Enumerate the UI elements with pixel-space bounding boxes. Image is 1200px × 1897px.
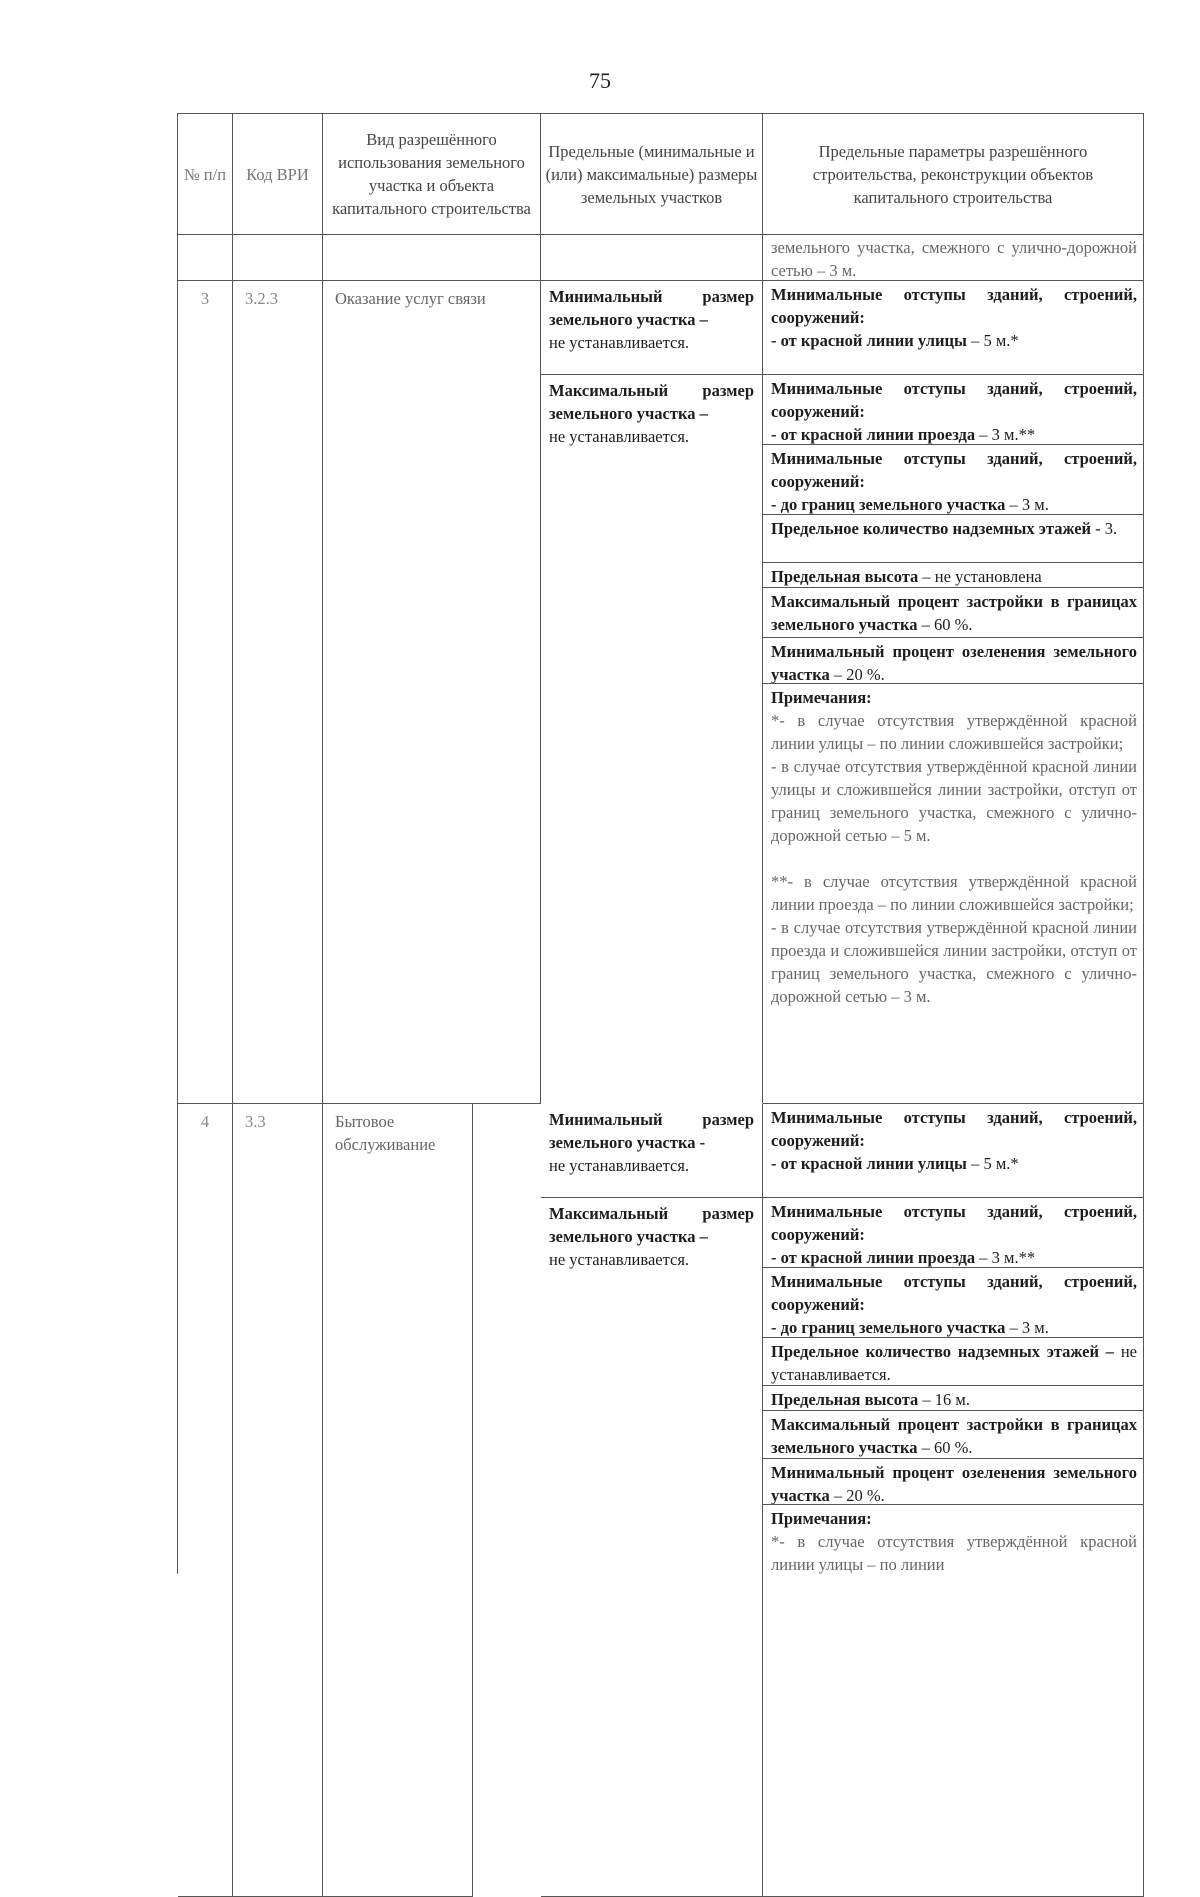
notes-title: Примечания: [771, 688, 872, 707]
param-value: – 16 м. [918, 1390, 970, 1409]
continuation-text: земельного участка, смежного с улично-дорожной сетью – 3 м. [763, 235, 1144, 281]
row-4-code: 3.3 [233, 1104, 323, 1897]
note-1: *- в случае отсутствия утверждённой красной линии улицы – по линии [771, 1532, 1137, 1574]
param-value: – 5 м.* [966, 1154, 1019, 1173]
param-label: Минимальный процент озеленения земельного участка [771, 642, 1137, 684]
row-3-param-height [763, 563, 1144, 588]
row-4-min-size-value: не устанавливается. [549, 1156, 690, 1175]
row-3-param-red-line-street [763, 281, 1144, 375]
param-value: – 5 м.* [966, 331, 1019, 350]
continuation-num [178, 235, 233, 281]
row-3-max-size-label: Максимальный размер земельного участка – [549, 381, 754, 423]
row-3-param-green-percent [763, 638, 1144, 684]
continuation-size [541, 235, 763, 281]
row-4-max-size [541, 1198, 763, 1897]
page-number: 75 [589, 68, 611, 93]
row-4-vri: Бытовое обслуживание [323, 1104, 473, 1897]
param-label: Предельное количество надземных этажей – [771, 1342, 1115, 1361]
row-3-notes [763, 684, 1144, 1104]
row-3-max-size [541, 375, 763, 1104]
row-4-param-red-line-street [763, 1104, 1144, 1198]
row-3-param-red-line-drive [763, 375, 1144, 445]
param-value: – 60 %. [917, 1438, 973, 1457]
param-label: Минимальные отступы зданий, строений, сооружений: [771, 1202, 1137, 1244]
param-label: Максимальный процент застройки в границах земельного участка [771, 1415, 1137, 1457]
row-4-max-size-label: Максимальный размер земельного участка – [549, 1204, 754, 1246]
header-num: № п/п [178, 114, 233, 235]
row-4-min-size [541, 1104, 763, 1198]
param-value: – 3 м.** [975, 425, 1036, 444]
param-value: – 3 м.** [975, 1248, 1036, 1267]
param-label-2: - от красной линии улицы [771, 331, 967, 350]
row-4-min-size-label: Минимальный размер земельного участка - [549, 1110, 754, 1152]
row-3-num: 3 [178, 281, 233, 1104]
header-params: Предельные параметры разрешённого строительства, реконструкции объектов капитального строительства [763, 114, 1144, 235]
param-value: - 3. [1091, 519, 1118, 538]
param-label: Минимальные отступы зданий, строений, сооружений: [771, 1108, 1137, 1150]
note-4: - в случае отсутствия утверждённой красной линии проезда и сложившейся линии застройки, отступ от границ земельного участка, смежного с улично-дорожной сетью – 3 м. [771, 918, 1137, 1006]
row-3-min-size-label: Минимальный размер земельного участка – [549, 287, 754, 329]
regulations-table [177, 113, 1144, 1574]
row-3-vri: Оказание услуг связи [323, 281, 541, 1104]
param-label: Минимальные отступы зданий, строений, сооружений: [771, 449, 1137, 491]
param-value: – 20 %. [829, 1486, 885, 1505]
header-size: Предельные (минимальные и (или) максимальные) размеры земельных участков [541, 114, 763, 235]
param-label: Максимальный процент застройки в границах земельного участка [771, 592, 1137, 634]
param-label-2: - от красной линии проезда [771, 425, 976, 444]
param-label: Минимальные отступы зданий, строений, сооружений: [771, 285, 1137, 327]
row-3-min-size [541, 281, 763, 375]
row-3-code: 3.2.3 [233, 281, 323, 1104]
param-label-2: - от красной линии проезда [771, 1248, 976, 1267]
row-3-param-floors [763, 515, 1144, 563]
param-value: – не установлена [918, 567, 1042, 586]
notes-spacer [771, 847, 1137, 870]
param-value: – 20 %. [829, 665, 885, 684]
row-3-min-size-value: не устанавливается. [549, 333, 690, 352]
param-label: Предельное количество надземных этажей [771, 519, 1092, 538]
note-3: **- в случае отсутствия утверждённой красной линии проезда – по линии сложившейся застройки; [771, 872, 1137, 914]
continuation-code [233, 235, 323, 281]
note-1: *- в случае отсутствия утверждённой красной линии улицы – по линии сложившейся застройки; [771, 711, 1137, 753]
row-4-num: 4 [178, 1104, 233, 1897]
row-3-param-build-percent [763, 588, 1144, 638]
param-label: Минимальные отступы зданий, строений, сооружений: [771, 379, 1137, 421]
param-value: – 3 м. [1005, 1318, 1049, 1337]
param-label: Предельная высота [771, 1390, 919, 1409]
param-label-2: - до границ земельного участка [771, 495, 1006, 514]
param-label-2: - от красной линии улицы [771, 1154, 967, 1173]
row-4-param-green-percent [763, 1459, 1144, 1505]
row-3-max-size-value: не устанавливается. [549, 427, 690, 446]
param-value: – 60 %. [917, 615, 973, 634]
note-2: - в случае отсутствия утверждённой красной линии улицы и сложившейся линии застройки, отступ от границ земельного участка, смежного с улично-дорожной сетью – 5 м. [771, 757, 1137, 845]
row-4-param-height [763, 1386, 1144, 1411]
row-3-param-plot-border [763, 445, 1144, 515]
param-value: – 3 м. [1005, 495, 1049, 514]
param-label-2: - до границ земельного участка [771, 1318, 1006, 1337]
param-label: Предельная высота [771, 567, 919, 586]
continuation-vri [323, 235, 541, 281]
notes-title: Примечания: [771, 1509, 872, 1528]
param-label: Минимальные отступы зданий, строений, сооружений: [771, 1272, 1137, 1314]
row-4-notes [763, 1505, 1144, 1897]
param-label: Минимальный процент озеленения земельного участка [771, 1463, 1137, 1505]
row-4-param-build-percent [763, 1411, 1144, 1459]
row-4-max-size-value: не устанавливается. [549, 1250, 690, 1269]
row-4-param-red-line-drive [763, 1198, 1144, 1268]
row-4-param-plot-border [763, 1268, 1144, 1338]
header-vri: Вид разрешённого использования земельного участка и объекта капитального строительства [323, 114, 541, 235]
param-value: не устанавливается. [771, 1342, 1137, 1384]
header-code: Код ВРИ [233, 114, 323, 235]
row-4-param-floors [763, 1338, 1144, 1386]
